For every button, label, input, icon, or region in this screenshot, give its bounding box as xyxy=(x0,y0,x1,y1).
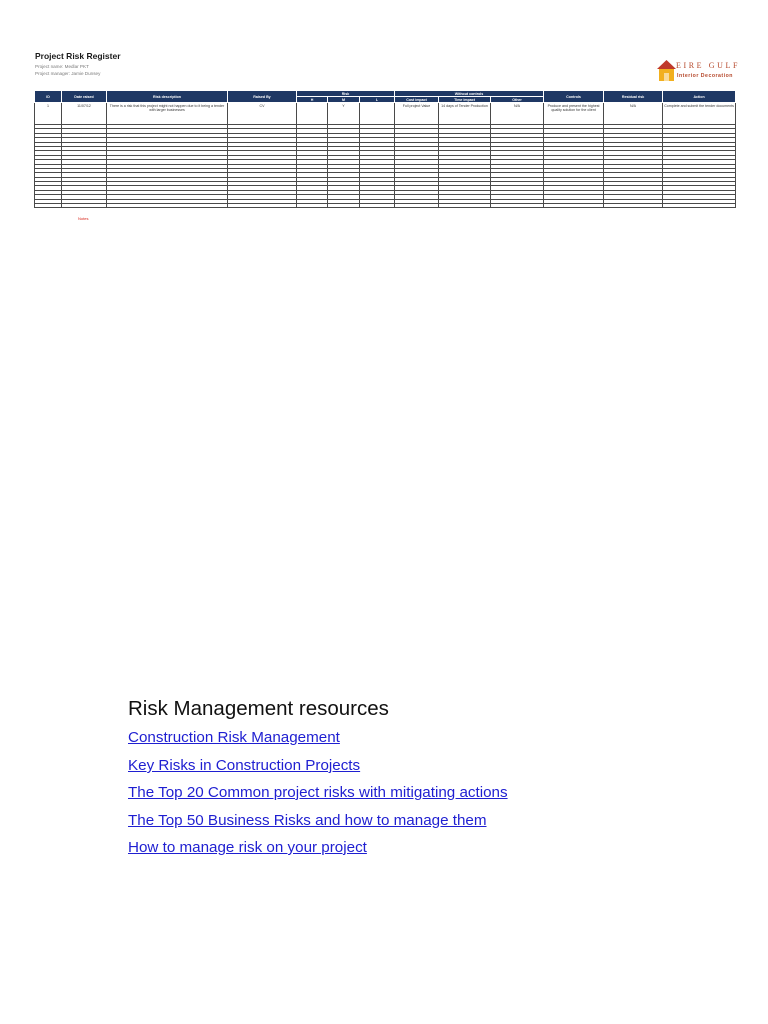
risk-register-table xyxy=(34,90,736,208)
col-header-time-impact: Time impact xyxy=(439,97,491,103)
resources-heading: Risk Management resources xyxy=(128,697,389,720)
cell-controls: Produce and present the highest quality solution for the client xyxy=(544,103,604,125)
col-header-residual-risk: Residual risk xyxy=(604,91,663,103)
cell-risk-m: Y xyxy=(328,103,360,125)
table-cell xyxy=(297,204,328,208)
table-cell xyxy=(663,204,736,208)
cell-id: 1 xyxy=(35,103,62,125)
project-name: Project name: Medlar PKT xyxy=(35,64,89,69)
page-title: Project Risk Register xyxy=(35,51,121,61)
table-cell xyxy=(360,204,395,208)
cell-risk-description: There is a risk that this project might not happen due to it being a tender with larger businesses xyxy=(107,103,228,125)
link-top-50-business-risks[interactable]: The Top 50 Business Risks and how to manage them xyxy=(128,812,487,829)
link-manage-risk-project[interactable]: How to manage risk on your project xyxy=(128,839,367,856)
cell-date-raised: 11/07/12 xyxy=(62,103,107,125)
company-logo xyxy=(657,58,741,84)
col-header-date-raised: Date raised xyxy=(62,91,107,103)
table-cell xyxy=(328,204,360,208)
link-key-risks-construction[interactable]: Key Risks in Construction Projects xyxy=(128,757,361,774)
link-construction-risk-management[interactable]: Construction Risk Management xyxy=(128,729,340,746)
table-cell xyxy=(491,204,544,208)
cell-action: Complete and submit the tender documents xyxy=(663,103,736,125)
col-header-risk-group: Risk xyxy=(297,91,395,97)
notes-label: Notes xyxy=(78,216,89,221)
table-cell xyxy=(107,204,228,208)
col-header-without-controls: Without controls xyxy=(395,91,544,97)
col-header-action: Action xyxy=(663,91,736,103)
table-row xyxy=(35,103,736,125)
col-header-other: Other xyxy=(491,97,544,103)
cell-other: N/A xyxy=(491,103,544,125)
table-row xyxy=(35,204,736,208)
table-cell xyxy=(62,204,107,208)
table-cell xyxy=(228,204,297,208)
col-header-risk-l: L xyxy=(360,97,395,103)
cell-cost-impact: Full project Value xyxy=(395,103,439,125)
table-cell xyxy=(439,204,491,208)
table-cell xyxy=(35,204,62,208)
table-cell xyxy=(544,204,604,208)
col-header-cost-impact: Cost impact xyxy=(395,97,439,103)
col-header-controls: Controls xyxy=(544,91,604,103)
cell-residual-risk: N/A xyxy=(604,103,663,125)
house-logo-icon xyxy=(657,58,676,82)
table-cell xyxy=(604,204,663,208)
col-header-risk-m: M xyxy=(328,97,360,103)
col-header-risk-description: Risk description xyxy=(107,91,228,103)
col-header-risk-h: H xyxy=(297,97,328,103)
col-header-id: ID xyxy=(35,91,62,103)
table-cell xyxy=(395,204,439,208)
cell-risk-h xyxy=(297,103,328,125)
logo-name: EIRE GULF xyxy=(676,61,741,70)
cell-raised-by: CV xyxy=(228,103,297,125)
logo-subtitle: Interior Decoration xyxy=(677,73,733,79)
link-top-20-project-risks[interactable]: The Top 20 Common project risks with mitigating actions xyxy=(128,784,508,801)
col-header-raised-by: Raised By xyxy=(228,91,297,103)
cell-time-impact: 14 days of Tender Production xyxy=(439,103,491,125)
cell-risk-l xyxy=(360,103,395,125)
project-manager: Project manager: Jamie Dunsey xyxy=(35,71,101,76)
